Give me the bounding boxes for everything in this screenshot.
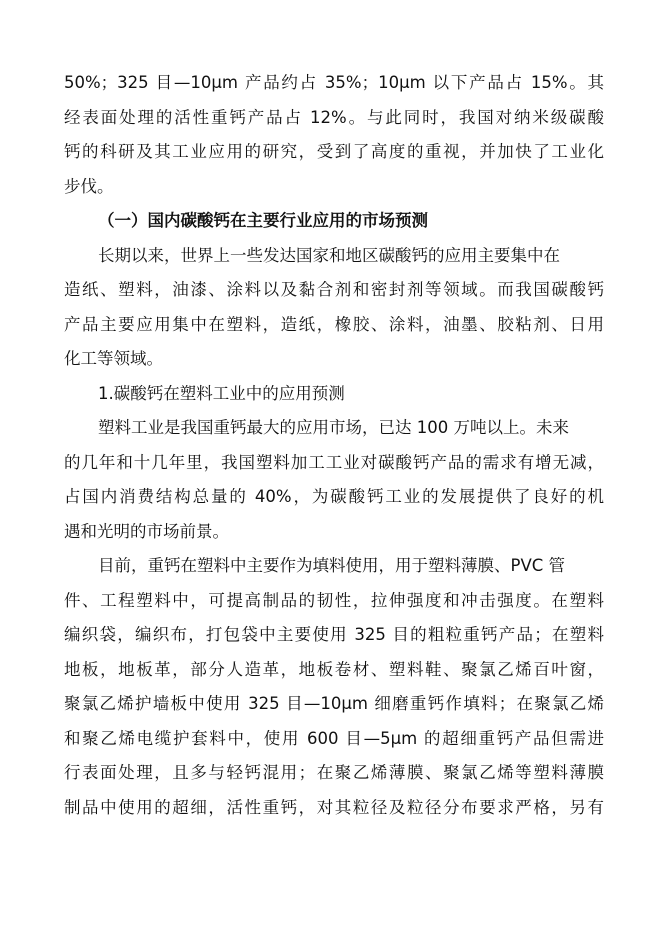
body-line: 化工等领域。	[64, 349, 163, 368]
body-line: 50%；325 目—10μm 产品约占 35%；10μm 以下产品占 15%。其	[64, 73, 604, 92]
body-line: 制品中使用的超细，活性重钙，对其粒径及粒径分布要求严格，另有	[64, 797, 604, 817]
subsection-heading: 1.碳酸钙在塑料工业中的应用预测	[98, 383, 345, 403]
body-line: 遇和光明的市场前景。	[64, 521, 229, 541]
body-line: 钙的科研及其工业应用的研究，受到了高度的重视，并加快了工业化	[64, 142, 604, 161]
body-line: 的几年和十几年里，我国塑料加工工业对碳酸钙产品的需求有增无减，	[64, 452, 604, 472]
body-line: 行表面处理，且多与轻钙混用；在聚乙烯薄膜、聚氯乙烯等塑料薄膜	[64, 763, 604, 782]
body-line: 编织袋，编织布，打包袋中主要使用 325 目的粗粒重钙产品；在塑料	[64, 625, 604, 644]
body-line: 长期以来，世界上一些发达国家和地区碳酸钙的应用主要集中在	[98, 245, 560, 265]
body-line: 件、工程塑料中，可提高制品的韧性，拉伸强度和冲击强度。在塑料	[64, 590, 604, 610]
body-line: 经表面处理的活性重钙产品占 12%。与此同时，我国对纳米级碳酸	[64, 107, 604, 127]
body-line: 目前，重钙在塑料中主要作为填料使用，用于塑料薄膜、PVC 管	[98, 556, 566, 575]
body-line: 和聚乙烯电缆护套料中，使用 600 目—5μm 的超细重钙产品但需进	[64, 728, 604, 748]
body-line: 聚氯乙烯护墙板中使用 325 目—10μm 细磨重钙作填料；在聚氯乙烯	[64, 694, 604, 713]
body-line: 塑料工业是我国重钙最大的应用市场，已达 100 万吨以上。未来	[98, 418, 569, 437]
body-line: 占国内消费结构总量的 40%，为碳酸钙工业的发展提供了良好的机	[64, 487, 604, 506]
section-heading: （一）国内碳酸钙在主要行业应用的市场预测	[98, 211, 428, 230]
body-line: 造纸、塑料，油漆、涂料以及黏合剂和密封剂等领域。而我国碳酸钙	[64, 280, 604, 299]
body-line: 步伐。	[64, 176, 114, 196]
body-line: 产品主要应用集中在塑料，造纸，橡胶、涂料，油墨、胶粘剂、日用	[64, 314, 604, 334]
document-body	[64, 66, 604, 825]
body-line: 地板，地板革，部分人造革，地板卷材、塑料鞋、聚氯乙烯百叶窗，	[64, 659, 604, 679]
